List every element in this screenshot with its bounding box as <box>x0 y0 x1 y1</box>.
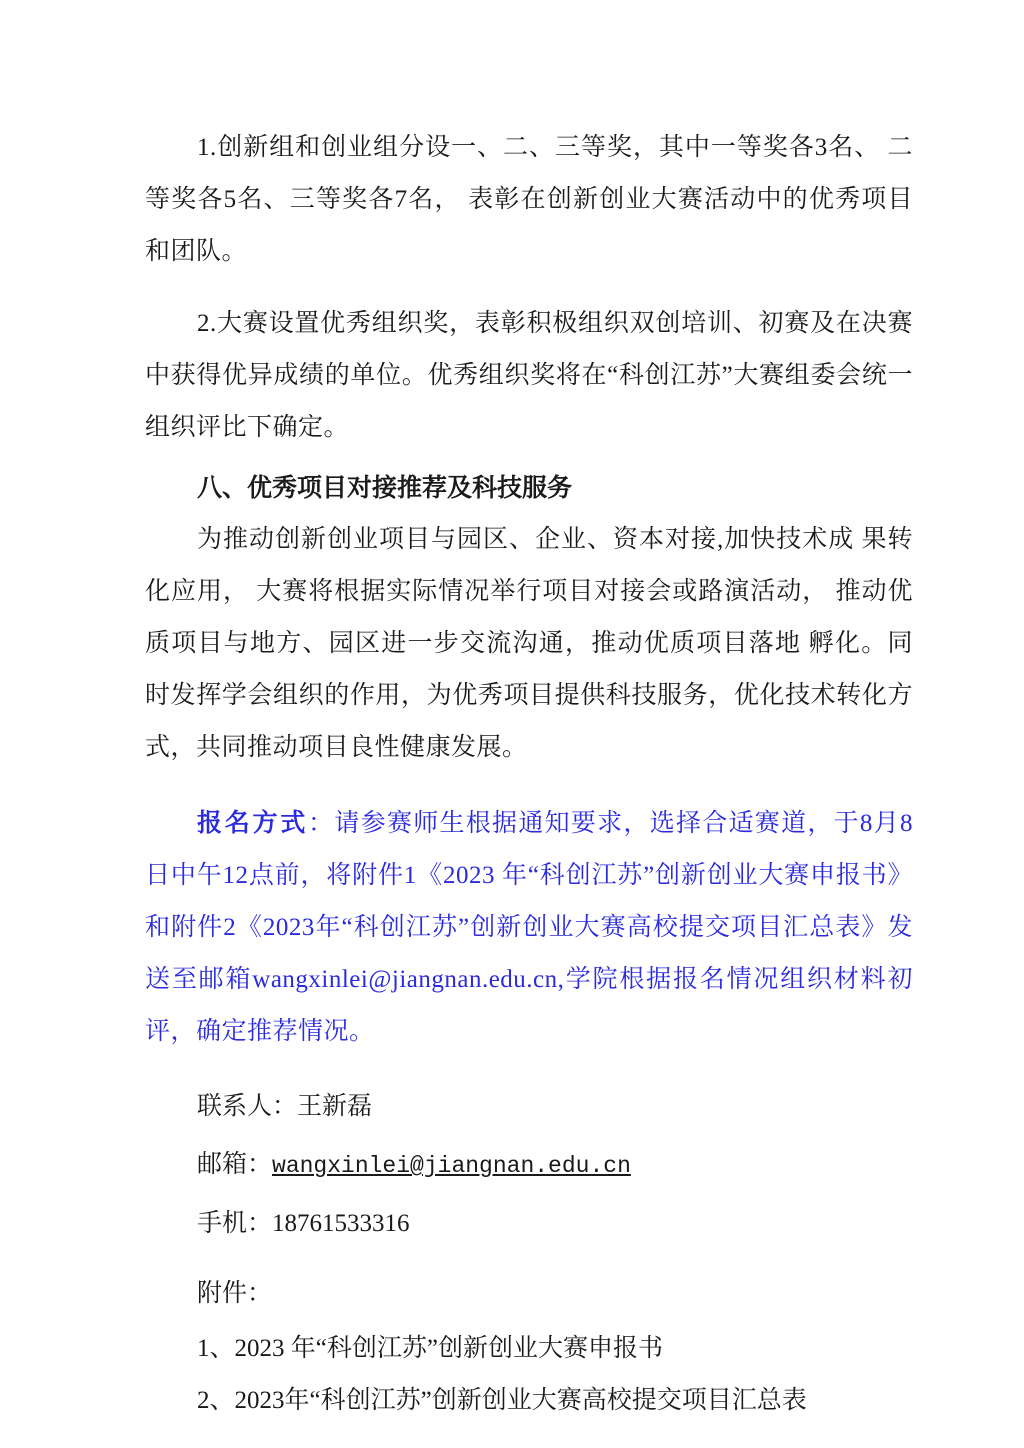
contact-email-label: 邮箱： <box>197 1151 273 1178</box>
contact-phone-value: 18761533316 <box>272 1210 410 1237</box>
contact-email-value[interactable]: wangxinlei@jiangnan.edu.cn <box>272 1153 631 1179</box>
registration-block <box>145 798 913 1058</box>
attachment-item: 1、2023 年“科创江苏”创新创业大赛申报书 <box>197 1335 663 1362</box>
spacer <box>145 286 913 298</box>
paragraph-text: 2.大赛设置优秀组织奖，表彰积极组织双创培训、初赛及在决赛中获得优异成绩的单位。优秀组织奖将在“科创江苏”大赛组委会统一组织评比下确定。 <box>145 310 913 441</box>
registration-paragraph <box>145 798 913 1058</box>
paragraph-item-1 <box>145 122 913 278</box>
section-body-text: 为推动创新创业项目与园区、企业、资本对接,加快技术成 果转化应用， 大赛将根据实际情况举行项目对接会或路演活动， 推动优质项目与地方、园区进一步交流沟通，推动优质项目落地 孵化。同时发挥学会组织的作用，为优秀项目提供科技服务，优化技术转化方式，共同推动项目良性健康发展。 <box>145 526 913 761</box>
contact-phone-label: 手机： <box>197 1210 273 1237</box>
contact-person <box>145 1078 913 1136</box>
contact-person-label: 联系人： <box>197 1093 298 1120</box>
spacer <box>145 782 913 798</box>
registration-colon: ： <box>308 810 335 837</box>
paragraph-text: 1.创新组和创业组分设一、二、三等奖，其中一等奖各3名、 二等奖各5名、三等奖各7名， 表彰在创新创业大赛活动中的优秀项目和团队。 <box>145 134 913 265</box>
paragraph-item-2 <box>145 298 913 454</box>
registration-text: 请参赛师生根据通知要求，选择合适赛道，于8月8日中午12点前，将附件1《2023 年“科创江苏”创新创业大赛申报书》和附件2《2023年“科创江苏”创新创业大赛高校提交项目汇总表》发送至邮箱wangxinlei@jiangnan.edu.cn,学院根据报名情况组织材料初评，确定推荐情况。 <box>145 810 913 1045</box>
registration-label: 报名方式 <box>197 810 309 837</box>
spacer <box>145 1066 913 1078</box>
contact-email <box>145 1136 913 1195</box>
document-content <box>145 122 913 1427</box>
contact-phone <box>145 1195 913 1253</box>
attachments-heading: 附件： <box>197 1280 273 1307</box>
section-body <box>145 514 913 774</box>
section-heading: 八、优秀项目对接推荐及科技服务 <box>197 474 573 502</box>
attachment-item: 2、2023年“科创江苏”创新创业大赛高校提交项目汇总表 <box>197 1387 807 1414</box>
contact-person-value: 王新磊 <box>297 1093 373 1120</box>
spacer <box>145 1253 913 1265</box>
